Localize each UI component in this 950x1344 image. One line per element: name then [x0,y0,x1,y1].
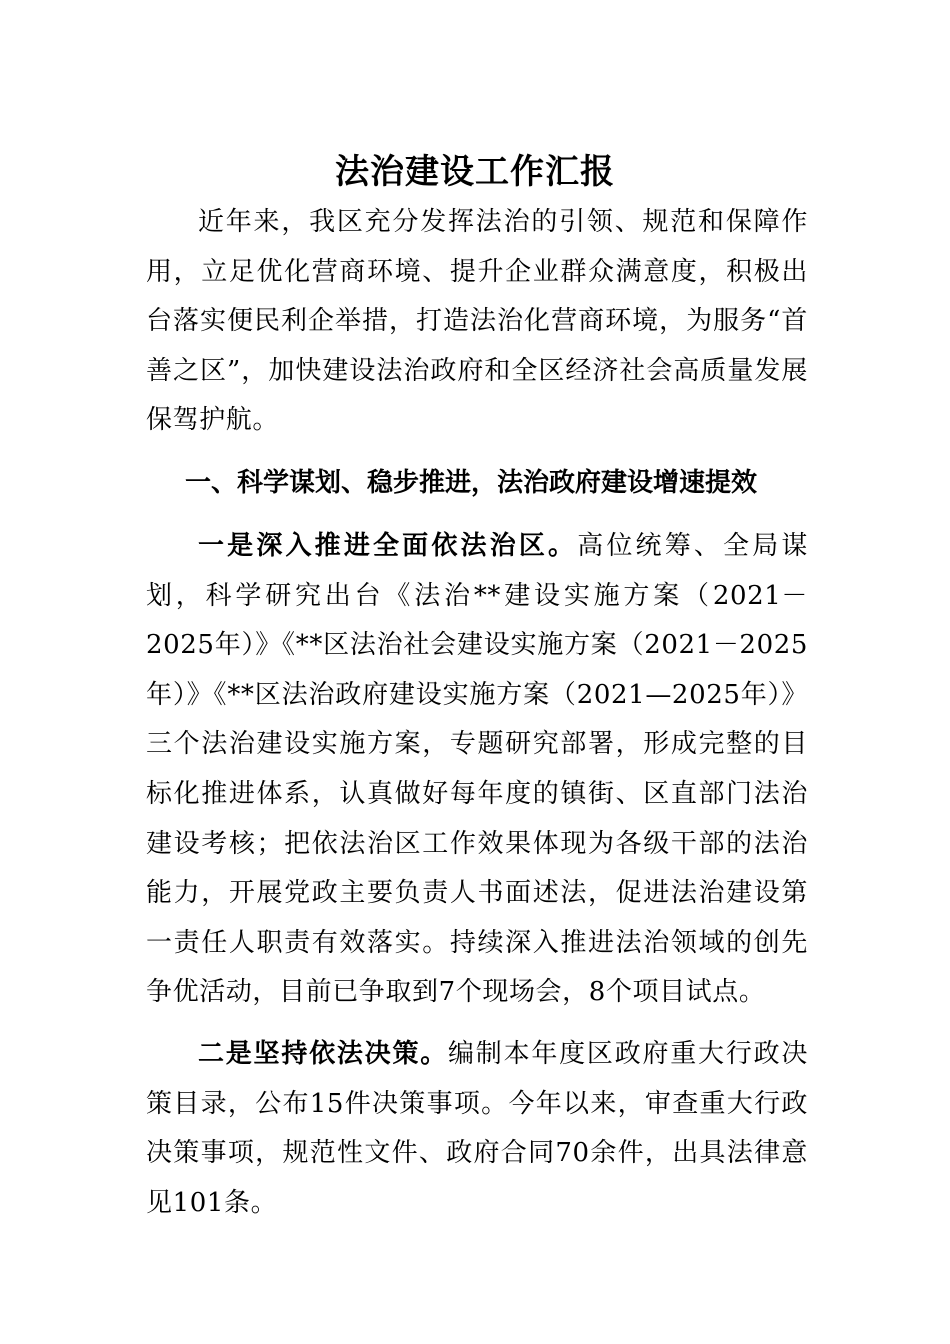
item-lead-1: 一是深入推进全面依法治区。 [198,531,578,561]
intro-paragraph: 近年来，我区充分发挥法治的引领、规范和保障作用，立足优化营商环境、提升企业群众满意度，积极出台落实便民利企举措，打造法治化营商环境，为服务“首善之区”，加快建设法治政府和全区经济社会高质量发展保驾护航。 [146,207,808,436]
item-paragraph-2 [146,1030,808,1228]
item-body-2: 编制本年度区政府重大行政决策目录，公布15件决策事项。今年以来，审查重大行政决策事项，规范性文件、政府合同70余件，出具法律意见101条。 [146,1039,808,1218]
document-title: 法治建设工作汇报 [335,151,615,192]
item-lead-2: 二是坚持依法决策。 [198,1039,449,1069]
item-paragraph-1 [146,522,808,1018]
section-heading-1: 一、科学谋划、稳步推进，法治政府建设增速提效 [185,468,758,498]
item-body-1: 高位统筹、全局谋划，科学研究出台《法治**建设实施方案（2021－2025年）》《**区法治社会建设实施方案（2021－2025年）》《**区法治政府建设实施方案（2021—2025年）》三个法治建设实施方案，专题研究部署，形成完整的目标化推进体系，认真做好每年度的镇街、区直部门法治建设考核；把依法治区工作效果体现为各级干部的法治能力，开展党政主要负责人书面述法，促进法治建设第一责任人职责有效落实。持续深入推进法治领域的创先争优活动，目前已争取到7个现场会，8个项目试点。 [146,531,808,1008]
